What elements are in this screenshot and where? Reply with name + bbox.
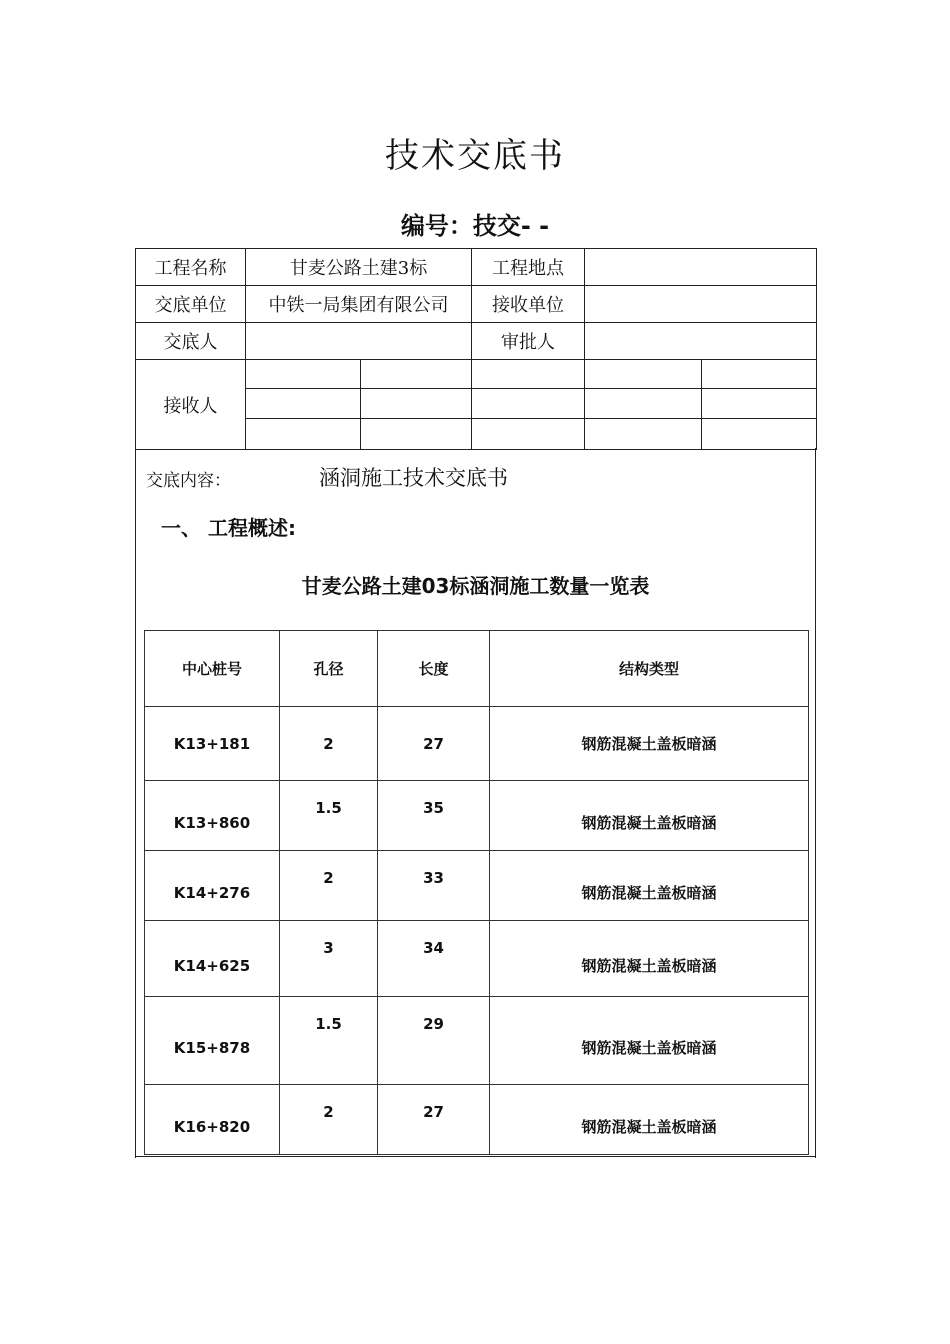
table-row xyxy=(145,921,809,997)
table-row xyxy=(145,997,809,1085)
project-location-label: 工程地点 xyxy=(472,249,585,286)
station-cell: K15+878 xyxy=(145,997,280,1085)
signature-cell xyxy=(472,389,585,419)
signature-cell xyxy=(361,389,472,419)
signature-cell xyxy=(702,360,817,389)
aperture-cell: 1.5 xyxy=(280,781,378,851)
aperture-cell: 1.5 xyxy=(280,997,378,1085)
approver-value xyxy=(585,323,817,360)
length-cell: 27 xyxy=(378,1085,490,1155)
column-header: 长度 xyxy=(378,631,490,707)
signature-cell xyxy=(585,360,702,389)
length-cell: 27 xyxy=(378,707,490,781)
station-cell: K14+276 xyxy=(145,851,280,921)
receiver-unit-label: 接收单位 xyxy=(472,286,585,323)
project-name-value: 甘麦公路土建3标 xyxy=(246,249,472,286)
culvert-table xyxy=(144,630,809,1155)
structure-cell: 钢筋混凝土盖板暗涵 xyxy=(490,921,809,997)
signature-cell xyxy=(472,360,585,389)
culvert-table-title: 甘麦公路土建03标涵洞施工数量一览表 xyxy=(301,574,650,598)
signature-cell xyxy=(246,419,361,450)
document-title: 技术交底书 xyxy=(385,136,565,176)
issuer-person-value xyxy=(246,323,472,360)
structure-cell: 钢筋混凝土盖板暗涵 xyxy=(490,997,809,1085)
structure-cell: 钢筋混凝土盖板暗涵 xyxy=(490,781,809,851)
length-cell: 33 xyxy=(378,851,490,921)
table-row xyxy=(145,781,809,851)
project-location-value xyxy=(585,249,817,286)
structure-cell: 钢筋混凝土盖板暗涵 xyxy=(490,1085,809,1155)
signature-cell xyxy=(246,389,361,419)
length-cell: 35 xyxy=(378,781,490,851)
receiver-person-label: 接收人 xyxy=(136,360,246,450)
aperture-cell: 2 xyxy=(280,1085,378,1155)
info-table-wrap xyxy=(135,248,816,450)
content-bottom-border xyxy=(136,1156,815,1157)
station-cell: K13+181 xyxy=(145,707,280,781)
signature-cell xyxy=(472,419,585,450)
length-cell: 34 xyxy=(378,921,490,997)
aperture-cell: 3 xyxy=(280,921,378,997)
content-label: 交底内容： xyxy=(146,471,231,491)
aperture-cell: 2 xyxy=(280,707,378,781)
content-title: 涵洞施工技术交底书 xyxy=(319,466,508,490)
column-header: 中心桩号 xyxy=(145,631,280,707)
info-table xyxy=(135,248,817,450)
approver-label: 审批人 xyxy=(472,323,585,360)
table-row xyxy=(145,851,809,921)
column-header: 结构类型 xyxy=(490,631,809,707)
project-name-label: 工程名称 xyxy=(136,249,246,286)
table-row xyxy=(145,707,809,781)
signature-cell xyxy=(585,419,702,450)
signature-cell xyxy=(702,419,817,450)
length-cell: 29 xyxy=(378,997,490,1085)
signature-cell xyxy=(702,389,817,419)
station-cell: K13+860 xyxy=(145,781,280,851)
structure-cell: 钢筋混凝土盖板暗涵 xyxy=(490,851,809,921)
section-heading: 一、 工程概述: xyxy=(161,516,296,540)
structure-cell: 钢筋混凝土盖板暗涵 xyxy=(490,707,809,781)
signature-cell xyxy=(361,419,472,450)
signature-cell xyxy=(246,360,361,389)
issuer-unit-label: 交底单位 xyxy=(136,286,246,323)
aperture-cell: 2 xyxy=(280,851,378,921)
station-cell: K16+820 xyxy=(145,1085,280,1155)
signature-cell xyxy=(585,389,702,419)
table-row xyxy=(145,1085,809,1155)
station-cell: K14+625 xyxy=(145,921,280,997)
issuer-unit-value: 中铁一局集团有限公司 xyxy=(246,286,472,323)
issuer-person-label: 交底人 xyxy=(136,323,246,360)
column-header: 孔径 xyxy=(280,631,378,707)
receiver-unit-value xyxy=(585,286,817,323)
content-section xyxy=(135,448,816,1158)
signature-cell xyxy=(361,360,472,389)
document-number: 编号：技交- - xyxy=(400,212,550,240)
